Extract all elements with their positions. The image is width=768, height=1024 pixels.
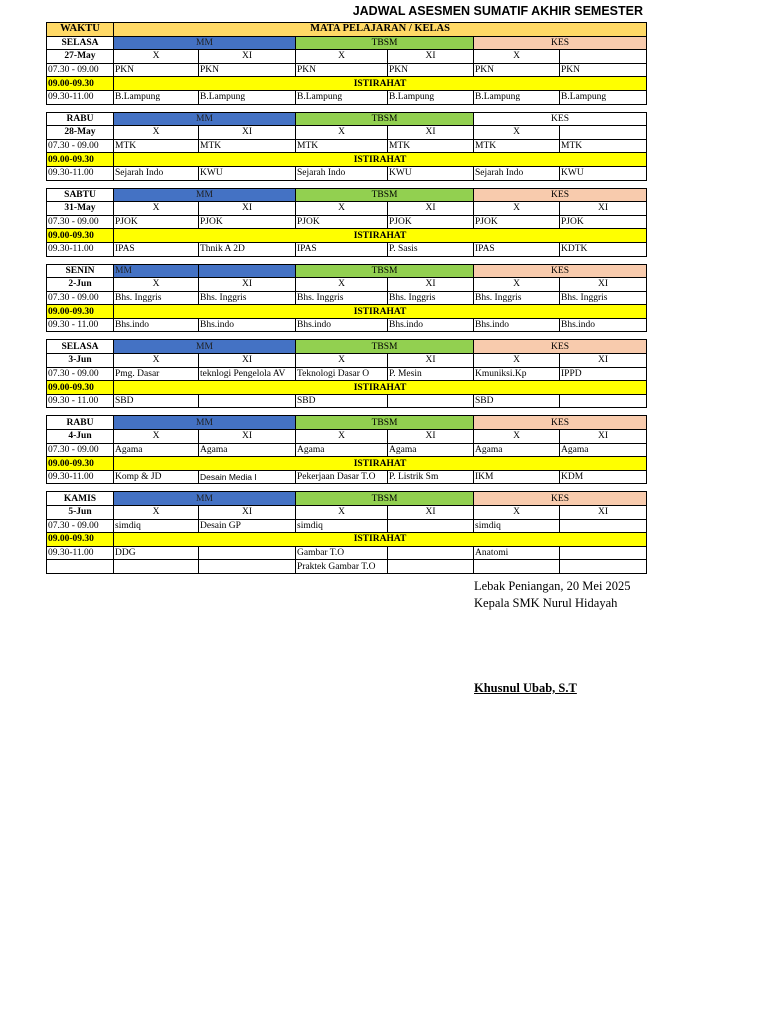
page-title: JADWAL ASESMEN SUMATIF AKHIR SEMESTER xyxy=(352,4,643,18)
program-mm: MM xyxy=(114,188,296,202)
subject-cell: Bhs.indo xyxy=(388,318,474,332)
subject-cell: MTK xyxy=(114,139,199,153)
session-row xyxy=(47,242,647,256)
subject-cell: simdiq xyxy=(474,519,560,533)
day-date: 5-Jun xyxy=(47,506,114,520)
subject-cell: B.Lampung xyxy=(114,90,199,104)
class-row xyxy=(47,430,647,444)
subject-cell: KWU xyxy=(388,166,474,180)
subject-cell: KWU xyxy=(560,166,647,180)
break-time: 09.00-09.30 xyxy=(47,533,114,547)
break-label: ISTIRAHAT xyxy=(114,381,647,395)
class-label-xi: XI xyxy=(199,126,296,140)
spacer-row xyxy=(47,180,647,188)
subject-cell: Praktek Gambar T.O xyxy=(296,560,388,574)
subject-cell: MTK xyxy=(560,139,647,153)
program-row xyxy=(47,340,647,354)
session1-time: 07.30 - 09.00 xyxy=(47,519,114,533)
session1-time: 07.30 - 09.00 xyxy=(47,291,114,305)
class-label-x: X xyxy=(296,126,388,140)
session2-time: 09.30-11.00 xyxy=(47,90,114,104)
class-row xyxy=(47,354,647,368)
spacer-row xyxy=(47,104,647,112)
spacer-row xyxy=(47,408,647,416)
subject-cell: Bhs.indo xyxy=(114,318,199,332)
program-tbsm: TBSM xyxy=(296,264,474,278)
program-row xyxy=(47,416,647,430)
class-label-x: X xyxy=(296,50,388,64)
class-label-x: X xyxy=(474,354,560,368)
subject-cell: Sejarah Indo xyxy=(296,166,388,180)
day-date: 3-Jun xyxy=(47,354,114,368)
day-name: SELASA xyxy=(47,340,114,354)
class-label-x: X xyxy=(114,506,199,520)
subject-cell xyxy=(199,546,296,560)
session2-time: 09.30-11.00 xyxy=(47,546,114,560)
session-row xyxy=(47,443,647,457)
subject-cell: IPAS xyxy=(296,242,388,256)
program-mm: MM xyxy=(114,492,296,506)
session1-time: 07.30 - 09.00 xyxy=(47,443,114,457)
class-label-xi: XI xyxy=(199,278,296,292)
break-row xyxy=(47,533,647,547)
class-label-x: X xyxy=(296,506,388,520)
session1-time: 07.30 - 09.00 xyxy=(47,139,114,153)
session2-time: 09.30-11.00 xyxy=(47,242,114,256)
subject-cell: IKM xyxy=(474,470,560,484)
day-name: SENIN xyxy=(47,264,114,278)
subject-cell: SBD xyxy=(296,394,388,408)
subject-cell: Bhs.indo xyxy=(296,318,388,332)
break-label: ISTIRAHAT xyxy=(114,229,647,243)
program-mm: MM xyxy=(114,416,296,430)
subject-cell: Teknologi Dasar O xyxy=(296,367,388,381)
subject-cell: Bhs. Inggris xyxy=(296,291,388,305)
break-row xyxy=(47,77,647,91)
class-row xyxy=(47,126,647,140)
signature-position: Kepala SMK Nurul Hidayah xyxy=(474,596,618,610)
break-label: ISTIRAHAT xyxy=(114,305,647,319)
program-mm: MM xyxy=(114,36,296,50)
spacer-cell xyxy=(47,180,647,188)
class-label-x: X xyxy=(114,50,199,64)
class-label-xi: XI xyxy=(199,202,296,216)
session-row xyxy=(47,367,647,381)
class-label-x: X xyxy=(296,354,388,368)
subject-cell xyxy=(199,560,296,574)
class-label-xi: XI xyxy=(560,278,647,292)
program-kes: KES xyxy=(474,36,647,50)
class-label-x: X xyxy=(296,202,388,216)
spacer-row xyxy=(47,256,647,264)
session-row xyxy=(47,318,647,332)
spacer-cell xyxy=(47,484,647,492)
subject-cell: SBD xyxy=(474,394,560,408)
class-label-x: X xyxy=(474,278,560,292)
subject-cell: PKN xyxy=(560,63,647,77)
subject-cell: Pmg. Dasar xyxy=(114,367,199,381)
program-kes: KES xyxy=(474,264,647,278)
class-row xyxy=(47,506,647,520)
class-label-xi: XI xyxy=(388,506,474,520)
subject-cell: IPPD xyxy=(560,367,647,381)
class-label-xi: XI xyxy=(388,430,474,444)
subject-cell: Anatomi xyxy=(474,546,560,560)
break-time: 09.00-09.30 xyxy=(47,305,114,319)
class-label-x: X xyxy=(474,430,560,444)
class-label-x: X xyxy=(114,202,199,216)
day-date: 2-Jun xyxy=(47,278,114,292)
break-time: 09.00-09.30 xyxy=(47,457,114,471)
subject-cell: Desain GP xyxy=(199,519,296,533)
subject-cell: Bhs. Inggris xyxy=(474,291,560,305)
program-kes: KES xyxy=(474,188,647,202)
class-label-x: X xyxy=(474,50,560,64)
subject-cell: PJOK xyxy=(560,215,647,229)
signer-name: Khusnul Ubab, S.T xyxy=(474,681,577,695)
session1-time: 07.30 - 09.00 xyxy=(47,215,114,229)
subject-cell: MTK xyxy=(474,139,560,153)
subject-cell: MTK xyxy=(199,139,296,153)
subject-cell: MTK xyxy=(388,139,474,153)
class-label-xi: XI xyxy=(388,126,474,140)
class-label-xi: XI xyxy=(560,506,647,520)
session2-time: 09.30 - 11.00 xyxy=(47,394,114,408)
class-label-x: X xyxy=(296,278,388,292)
break-time: 09.00-09.30 xyxy=(47,229,114,243)
subject-cell: B.Lampung xyxy=(560,90,647,104)
class-label-x: X xyxy=(296,430,388,444)
class-label-xi: XI xyxy=(560,354,647,368)
subject-cell: KWU xyxy=(199,166,296,180)
session-row xyxy=(47,546,647,560)
class-row xyxy=(47,278,647,292)
class-label-x: X xyxy=(114,278,199,292)
program-row xyxy=(47,492,647,506)
class-label-xi: XI xyxy=(388,202,474,216)
subject-cell xyxy=(474,560,560,574)
spacer-cell xyxy=(47,104,647,112)
session-row xyxy=(47,470,647,484)
subject-cell: B.Lampung xyxy=(296,90,388,104)
subject-cell: B.Lampung xyxy=(388,90,474,104)
class-label-xi xyxy=(560,50,647,64)
signature-place-date: Lebak Peniangan, 20 Mei 2025 xyxy=(474,579,631,593)
class-row xyxy=(47,202,647,216)
subject-cell: P. Sasis xyxy=(388,242,474,256)
class-label-x: X xyxy=(474,126,560,140)
subject-cell: KDTK xyxy=(560,242,647,256)
subject-cell: Agama xyxy=(560,443,647,457)
class-label-x: X xyxy=(114,430,199,444)
subject-cell: IPAS xyxy=(474,242,560,256)
break-label: ISTIRAHAT xyxy=(114,77,647,91)
spacer-cell xyxy=(47,332,647,340)
subject-cell: Sejarah Indo xyxy=(114,166,199,180)
subject-cell: Kmuniksi.Kp xyxy=(474,367,560,381)
program-kes: KES xyxy=(474,492,647,506)
day-date: 4-Jun xyxy=(47,430,114,444)
program-kes: KES xyxy=(474,416,647,430)
class-label-xi: XI xyxy=(199,354,296,368)
day-name: RABU xyxy=(47,112,114,126)
subject-cell: KDM xyxy=(560,470,647,484)
subject-cell xyxy=(560,394,647,408)
program-mm: MM xyxy=(114,112,296,126)
program-kes: KES xyxy=(474,340,647,354)
day-name: KAMIS xyxy=(47,492,114,506)
break-label: ISTIRAHAT xyxy=(114,533,647,547)
class-label-x: X xyxy=(114,354,199,368)
break-label: ISTIRAHAT xyxy=(114,153,647,167)
break-time: 09.00-09.30 xyxy=(47,153,114,167)
subject-cell: PKN xyxy=(199,63,296,77)
program-tbsm: TBSM xyxy=(296,188,474,202)
subject-cell: Desain Media I xyxy=(199,470,296,484)
break-row xyxy=(47,305,647,319)
subject-cell xyxy=(388,394,474,408)
day-date: 28-May xyxy=(47,126,114,140)
day-date: 31-May xyxy=(47,202,114,216)
subject-cell: Bhs. Inggris xyxy=(388,291,474,305)
subject-cell: Bhs.indo xyxy=(199,318,296,332)
class-row xyxy=(47,50,647,64)
class-label-xi: XI xyxy=(388,354,474,368)
subject-cell: Komp & JD xyxy=(114,470,199,484)
break-row xyxy=(47,381,647,395)
subject-cell xyxy=(388,546,474,560)
class-label-x: X xyxy=(474,202,560,216)
subject-cell: P. Mesin xyxy=(388,367,474,381)
break-label: ISTIRAHAT xyxy=(114,457,647,471)
program-tbsm: TBSM xyxy=(296,36,474,50)
class-label-xi: XI xyxy=(199,430,296,444)
session1-time: 07.30 - 09.00 xyxy=(47,63,114,77)
header-row xyxy=(47,23,647,37)
program-row xyxy=(47,264,647,278)
program-mm-empty xyxy=(199,264,296,278)
subject-cell: Agama xyxy=(296,443,388,457)
subject-cell: PJOK xyxy=(474,215,560,229)
subject-cell: B.Lampung xyxy=(199,90,296,104)
program-tbsm: TBSM xyxy=(296,416,474,430)
subject-cell: SBD xyxy=(114,394,199,408)
subject-cell: PJOK xyxy=(199,215,296,229)
session-row xyxy=(47,560,647,574)
session2-time: 09.30 - 11.00 xyxy=(47,318,114,332)
header-waktu: WAKTU xyxy=(47,23,114,37)
class-label-xi: XI xyxy=(388,50,474,64)
header-mata-pelajaran: MATA PELAJARAN / KELAS xyxy=(114,23,647,37)
break-row xyxy=(47,153,647,167)
subject-cell: Bhs. Inggris xyxy=(114,291,199,305)
session-row xyxy=(47,139,647,153)
subject-cell xyxy=(199,394,296,408)
program-tbsm: TBSM xyxy=(296,492,474,506)
break-time: 09.00-09.30 xyxy=(47,381,114,395)
session-row xyxy=(47,90,647,104)
class-label-x: X xyxy=(114,126,199,140)
program-tbsm: TBSM xyxy=(296,112,474,126)
subject-cell: P. Listrik Sm xyxy=(388,470,474,484)
day-name: SELASA xyxy=(47,36,114,50)
subject-cell: Bhs.indo xyxy=(560,318,647,332)
subject-cell: Thnik A 2D xyxy=(199,242,296,256)
session2-time: 09.30-11.00 xyxy=(47,470,114,484)
subject-cell: Agama xyxy=(388,443,474,457)
subject-cell xyxy=(560,519,647,533)
session1-time: 07.30 - 09.00 xyxy=(47,367,114,381)
subject-cell: PKN xyxy=(474,63,560,77)
program-mm: MM xyxy=(114,340,296,354)
spacer-row xyxy=(47,332,647,340)
subject-cell: simdiq xyxy=(114,519,199,533)
program-kes: KES xyxy=(474,112,647,126)
signature-block xyxy=(474,578,631,612)
subject-cell: Agama xyxy=(114,443,199,457)
subject-cell: PJOK xyxy=(388,215,474,229)
subject-cell: Bhs. Inggris xyxy=(560,291,647,305)
day-date: 27-May xyxy=(47,50,114,64)
schedule-table xyxy=(46,22,647,574)
program-tbsm: TBSM xyxy=(296,340,474,354)
subject-cell: PKN xyxy=(114,63,199,77)
subject-cell: simdiq xyxy=(296,519,388,533)
day-name: RABU xyxy=(47,416,114,430)
program-row xyxy=(47,112,647,126)
spacer-row xyxy=(47,484,647,492)
subject-cell: PKN xyxy=(296,63,388,77)
session-row xyxy=(47,519,647,533)
session-row xyxy=(47,63,647,77)
program-mm: MM xyxy=(114,264,199,278)
spacer-cell xyxy=(47,256,647,264)
subject-cell: Sejarah Indo xyxy=(474,166,560,180)
subject-cell xyxy=(388,560,474,574)
subject-cell: Bhs.indo xyxy=(474,318,560,332)
spacer-cell xyxy=(47,408,647,416)
class-label-xi: XI xyxy=(199,50,296,64)
subject-cell xyxy=(388,519,474,533)
session2-time: 09.30-11.00 xyxy=(47,166,114,180)
subject-cell xyxy=(560,560,647,574)
session-row xyxy=(47,394,647,408)
class-label-xi: XI xyxy=(199,506,296,520)
program-row xyxy=(47,36,647,50)
subject-cell: Bhs. Inggris xyxy=(199,291,296,305)
class-label-xi: XI xyxy=(560,430,647,444)
subject-cell: DDG xyxy=(114,546,199,560)
subject-cell: IPAS xyxy=(114,242,199,256)
session3-time xyxy=(47,560,114,574)
class-label-x: X xyxy=(474,506,560,520)
session-row xyxy=(47,166,647,180)
day-name: SABTU xyxy=(47,188,114,202)
subject-cell: MTK xyxy=(296,139,388,153)
subject-cell xyxy=(114,560,199,574)
subject-cell xyxy=(560,546,647,560)
break-row xyxy=(47,229,647,243)
subject-cell: Agama xyxy=(474,443,560,457)
subject-cell: Agama xyxy=(199,443,296,457)
subject-cell: B.Lampung xyxy=(474,90,560,104)
class-label-xi: XI xyxy=(560,202,647,216)
break-time: 09.00-09.30 xyxy=(47,77,114,91)
subject-cell: PKN xyxy=(388,63,474,77)
subject-cell: Gambar T.O xyxy=(296,546,388,560)
break-row xyxy=(47,457,647,471)
subject-cell: Pekerjaan Dasar T.O xyxy=(296,470,388,484)
subject-cell: PJOK xyxy=(296,215,388,229)
session-row xyxy=(47,215,647,229)
class-label-xi xyxy=(560,126,647,140)
subject-cell: PJOK xyxy=(114,215,199,229)
session-row xyxy=(47,291,647,305)
subject-cell: teknlogi Pengelola AV xyxy=(199,367,296,381)
class-label-xi: XI xyxy=(388,278,474,292)
program-row xyxy=(47,188,647,202)
